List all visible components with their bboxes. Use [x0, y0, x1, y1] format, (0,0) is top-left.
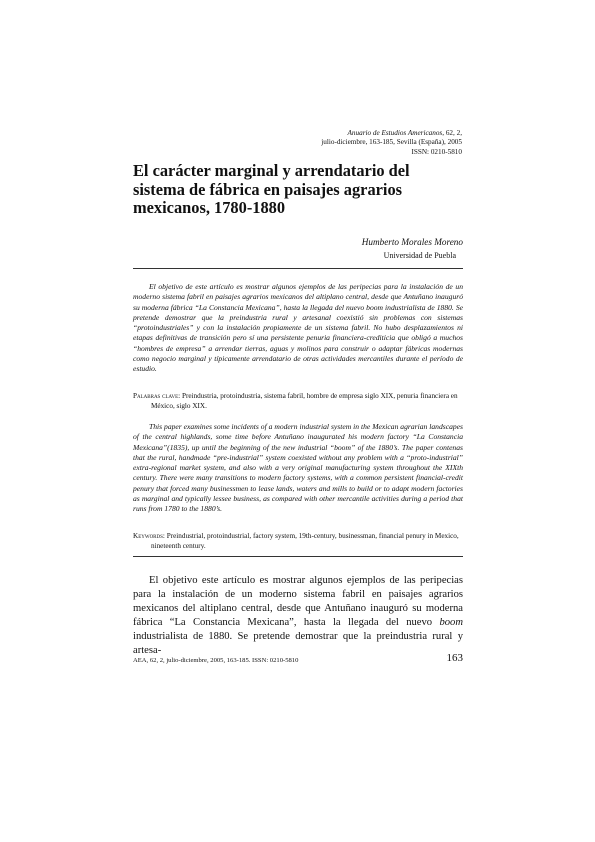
journal-issn: ISSN: 0210-5810: [411, 147, 462, 156]
journal-header: [300, 129, 462, 157]
abstract-spanish: El objetivo de este artículo es mostrar algunos ejemplos de las peripecias para la instalación de un moderno sistema fabril en paisajes agrarios mexicanos del altiplano central, desde que Antuñano inauguró su moderna fábrica “La Constancia Mexicana”, hasta la llegada del nuevo boom industrialista de 1880. Se pretende demostrar que la preindustria rural y artesanal coexistió sin problemas con sistemas “protoindustriales” y con la instalación propiamente de un sistema fabril. No hubo desplazamientos ni etapas definitivas de transición pero sí una persistente penuria financiera-crediticia que obligó a muchos “hombres de empresa” a arrendar tierras, aguas y molinos para construir o adaptar fábricas modernas como negocio marginal y típicamente arrendatario de otras actividades mercantiles durante el período de estudio.: [133, 282, 463, 374]
keywords-text: Preindustria, protoindustria, sistema fabril, hombre de empresa siglo XIX, penuria financiera en México, siglo XIX.: [151, 392, 458, 410]
journal-volume: , 62, 2,: [442, 129, 462, 137]
body-italic-term: boom: [439, 617, 463, 629]
keywords-label: Keywords: [133, 532, 163, 540]
journal-dates-pages: julio-diciembre, 163-185, Sevilla (España), 2005: [321, 138, 462, 147]
body-text-run: industrialista de 1880. Se pretende demostrar que la preindustria rural y artesa-: [133, 631, 463, 657]
body-text-run: El objetivo este artículo es mostrar algunos ejemplos de las peripecias para la instalación de un moderno sistema fabril en paisajes agrarios mexicanos del altiplano central, desde que Antuñano inauguró su moderna fábrica “La Constancia Mexicana”, hasta la llegada del nuevo: [133, 575, 463, 629]
keywords-english: Keywords: Preindustrial, protoindustrial, factory system, 19th-century, businessman, financial penury in Mexico, nineteenth century.: [133, 532, 459, 550]
body-paragraph: [133, 574, 463, 659]
author-name: Humberto Morales Moreno: [361, 237, 463, 247]
keywords-spanish: Palabras clave: Preindustria, protoindustria, sistema fabril, hombre de empresa siglo XIX, penuria financiera en México, siglo XIX.: [133, 392, 458, 410]
author-affiliation: Universidad de Puebla: [383, 251, 456, 260]
article-title: El carácter marginal y arrendatario del sistema de fábrica en paisajes agrarios mexicanos, 1780-1880: [133, 161, 410, 218]
page-number: 163: [446, 652, 463, 664]
divider-top: [133, 268, 463, 269]
footer-citation: AEA, 62, 2, julio-diciembre, 2005, 163-185. ISSN: 0210-5810: [133, 657, 299, 664]
keywords-text: Preindustrial, protoindustrial, factory system, 19th-century, businessman, financial penury in Mexico, nineteenth century.: [151, 532, 459, 550]
journal-name: Anuario de Estudios Americanos: [347, 129, 443, 137]
divider-bottom: [133, 556, 463, 557]
journal-citation-line: [300, 129, 462, 138]
abstract-english: This paper examines some incidents of a modern industrial system in the Mexican agrarian landscapes of the central highlands, some time before Antuñano inaugurated his modern factory “La Constancia Mexicana”(1835), up until the beginning of the new industrial “boom” of the 1880’s. The paper contenas that the rural, handmade “pre-industrial” system coexisted without any problem with a “proto-industrial” extra-regional market system, and also with a very original manufacturing system throughout the XIXth century. There were many transitions to modern factory systems, with a common persistent financial-credit penury that forced many businessmen to lease lands, waters and mills to build or to adapt modern factories as marginal and typically lessee business, as compared with other mercantile activities during a period that runs from 1780 to the 1880’s.: [133, 422, 463, 514]
keywords-label: Palabras clave: [133, 392, 179, 400]
